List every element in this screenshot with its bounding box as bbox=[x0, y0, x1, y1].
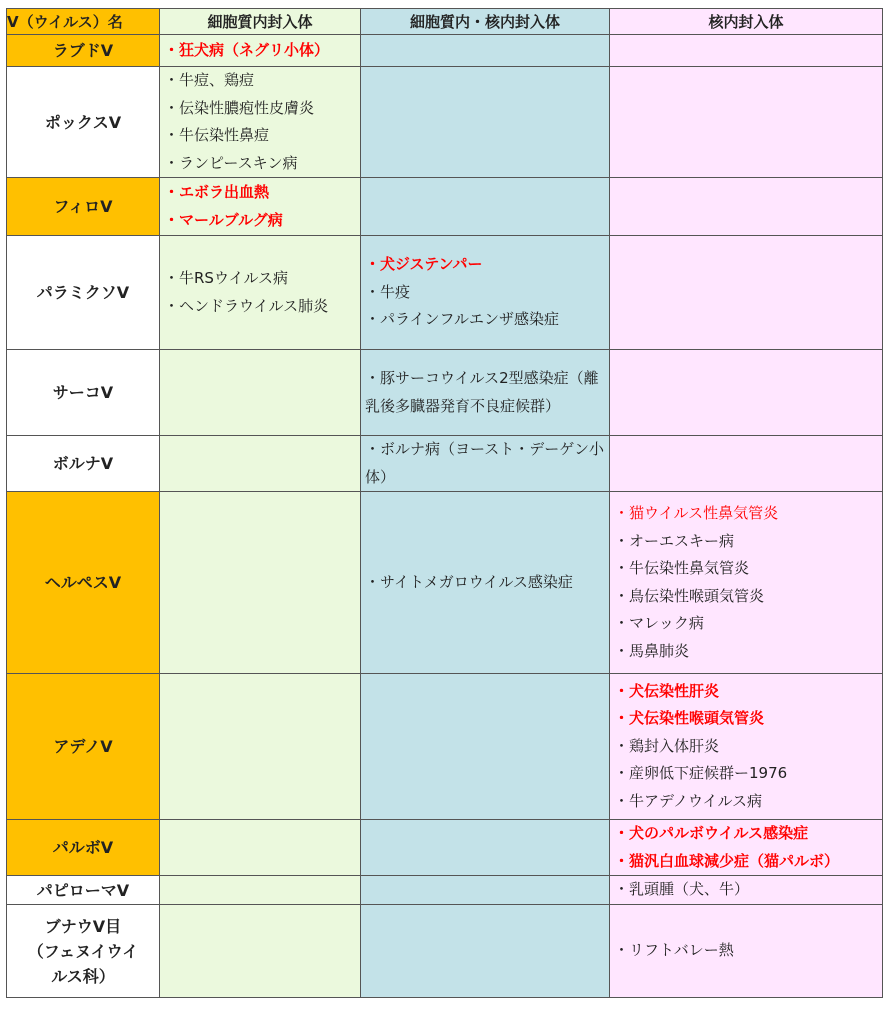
table-row bbox=[7, 350, 883, 436]
nuclear-cell bbox=[610, 350, 883, 436]
disease-item: ・犬のパルボウイルス感染症 bbox=[614, 824, 809, 842]
disease-item: ・ボルナ病（ヨースト・デーゲン小体） bbox=[365, 440, 604, 486]
disease-item: ・鳥伝染性喉頭気管炎 bbox=[614, 586, 765, 605]
cytoplasmic-cell bbox=[160, 820, 361, 876]
virus-name-cell bbox=[7, 820, 160, 876]
cytoplasmic-cell bbox=[160, 35, 361, 67]
nuclear-cell bbox=[610, 674, 883, 820]
virus-name-line: ヘルペスV bbox=[44, 573, 122, 592]
cytoplasmic-nuclear-cell bbox=[361, 905, 610, 998]
virus-name-line: パピローマV bbox=[36, 880, 130, 900]
nuclear-cell bbox=[610, 67, 883, 178]
cytoplasmic-cell bbox=[160, 436, 361, 492]
disease-item: ・エボラ出血熱 bbox=[164, 183, 270, 201]
cytoplasmic-nuclear-cell bbox=[361, 876, 610, 905]
virus-name-line: ポックスV bbox=[44, 112, 122, 132]
disease-item: ・オーエスキー病 bbox=[614, 531, 735, 550]
virus-name-line: ボルナV bbox=[52, 454, 114, 473]
cytoplasmic-cell bbox=[160, 178, 361, 236]
nuclear-cell bbox=[610, 905, 883, 998]
virus-name-cell bbox=[7, 236, 160, 350]
virus-name-cell bbox=[7, 492, 160, 674]
disease-item: ・牛疫 bbox=[365, 282, 411, 301]
disease-item: ・犬伝染性肝炎 bbox=[614, 681, 720, 700]
virus-name-cell bbox=[7, 876, 160, 905]
header-row bbox=[7, 9, 883, 35]
table-row bbox=[7, 178, 883, 236]
disease-item: ・馬鼻肺炎 bbox=[614, 641, 690, 660]
cytoplasmic-nuclear-cell bbox=[361, 67, 610, 178]
disease-item: ・豚サーコウイルス2型感染症（離乳後多臓器発育不良症候群） bbox=[365, 369, 599, 415]
header-cytoplasmic-and-nuclear: 細胞質内・核内封入体 bbox=[361, 9, 610, 35]
cytoplasmic-nuclear-cell bbox=[361, 674, 610, 820]
virus-name-cell bbox=[7, 905, 160, 998]
disease-item: ・牛アデノウイルス病 bbox=[614, 791, 763, 810]
disease-item: ・牛痘、鶏痘 bbox=[164, 71, 255, 89]
disease-item: ・産卵低下症候群ー1976 bbox=[614, 764, 788, 783]
table-row bbox=[7, 67, 883, 178]
virus-name-line: アデノV bbox=[53, 737, 113, 756]
header-virus-name: V（ウイルス）名 bbox=[7, 9, 160, 35]
table-row bbox=[7, 436, 883, 492]
cytoplasmic-nuclear-cell bbox=[361, 236, 610, 350]
disease-item: ・牛伝染性鼻気管炎 bbox=[614, 559, 750, 577]
nuclear-cell bbox=[610, 876, 883, 905]
nuclear-cell bbox=[610, 178, 883, 236]
virus-name-cell bbox=[7, 178, 160, 236]
virus-name-line: ラブドV bbox=[52, 41, 114, 60]
cytoplasmic-nuclear-cell bbox=[361, 436, 610, 492]
disease-item: ・伝染性膿疱性皮膚炎 bbox=[164, 98, 315, 117]
table-row bbox=[7, 876, 883, 905]
disease-item: ・犬ジステンパー bbox=[365, 255, 483, 274]
disease-item: ・パラインフルエンザ感染症 bbox=[365, 310, 559, 329]
disease-item: ・乳頭腫（犬、牛） bbox=[614, 880, 750, 899]
disease-item: ・牛RSウイルス病 bbox=[164, 269, 289, 287]
disease-item: ・ランピースキン病 bbox=[164, 153, 298, 172]
table-row bbox=[7, 905, 883, 998]
disease-item: ・狂犬病（ネグリ小体） bbox=[164, 40, 330, 59]
virus-name-line: ルス科） bbox=[51, 966, 115, 986]
disease-item: ・マレック病 bbox=[614, 614, 704, 632]
table-row bbox=[7, 35, 883, 67]
cytoplasmic-cell bbox=[160, 236, 361, 350]
nuclear-cell bbox=[610, 820, 883, 876]
nuclear-cell bbox=[610, 492, 883, 674]
cytoplasmic-nuclear-cell bbox=[361, 820, 610, 876]
table-row bbox=[7, 820, 883, 876]
disease-item: ・猫ウイルス性鼻気管炎 bbox=[614, 504, 779, 522]
virus-name-line: サーコV bbox=[52, 383, 114, 402]
cytoplasmic-cell bbox=[160, 492, 361, 674]
virus-name-cell bbox=[7, 67, 160, 178]
cytoplasmic-nuclear-cell bbox=[361, 350, 610, 436]
virus-name-line: フィロV bbox=[53, 197, 113, 216]
virus-name-line: パラミクソV bbox=[36, 283, 130, 302]
virus-inclusion-body-table bbox=[6, 8, 883, 998]
virus-name-line: ブナウV目 bbox=[44, 916, 122, 936]
disease-item: ・ヘンドラウイルス肺炎 bbox=[164, 296, 329, 315]
cytoplasmic-cell bbox=[160, 905, 361, 998]
cytoplasmic-nuclear-cell bbox=[361, 178, 610, 236]
disease-item: ・猫汎白血球減少症（猫パルボ） bbox=[614, 851, 840, 870]
table-row bbox=[7, 236, 883, 350]
virus-name-line: （フェヌイウイ bbox=[27, 941, 139, 961]
disease-item: ・サイトメガロウイルス感染症 bbox=[365, 572, 573, 591]
cytoplasmic-nuclear-cell bbox=[361, 35, 610, 67]
virus-name-cell bbox=[7, 350, 160, 436]
table-row bbox=[7, 674, 883, 820]
cytoplasmic-cell bbox=[160, 674, 361, 820]
virus-name-line: パルボV bbox=[52, 838, 114, 857]
disease-item: ・犬伝染性喉頭気管炎 bbox=[614, 709, 765, 728]
disease-item: ・鶏封入体肝炎 bbox=[614, 736, 720, 755]
cytoplasmic-cell bbox=[160, 350, 361, 436]
disease-item: ・マールブルグ病 bbox=[164, 210, 283, 229]
nuclear-cell bbox=[610, 236, 883, 350]
virus-name-cell bbox=[7, 674, 160, 820]
virus-name-cell bbox=[7, 436, 160, 492]
cytoplasmic-cell bbox=[160, 876, 361, 905]
cytoplasmic-nuclear-cell bbox=[361, 492, 610, 674]
virus-name-cell bbox=[7, 35, 160, 67]
cytoplasmic-cell bbox=[160, 67, 361, 178]
header-cytoplasmic: 細胞質内封入体 bbox=[160, 9, 361, 35]
nuclear-cell bbox=[610, 35, 883, 67]
table-row bbox=[7, 492, 883, 674]
nuclear-cell bbox=[610, 436, 883, 492]
disease-item: ・牛伝染性鼻痘 bbox=[164, 126, 270, 144]
header-nuclear: 核内封入体 bbox=[610, 9, 883, 35]
disease-item: ・リフトバレー熱 bbox=[614, 941, 734, 960]
